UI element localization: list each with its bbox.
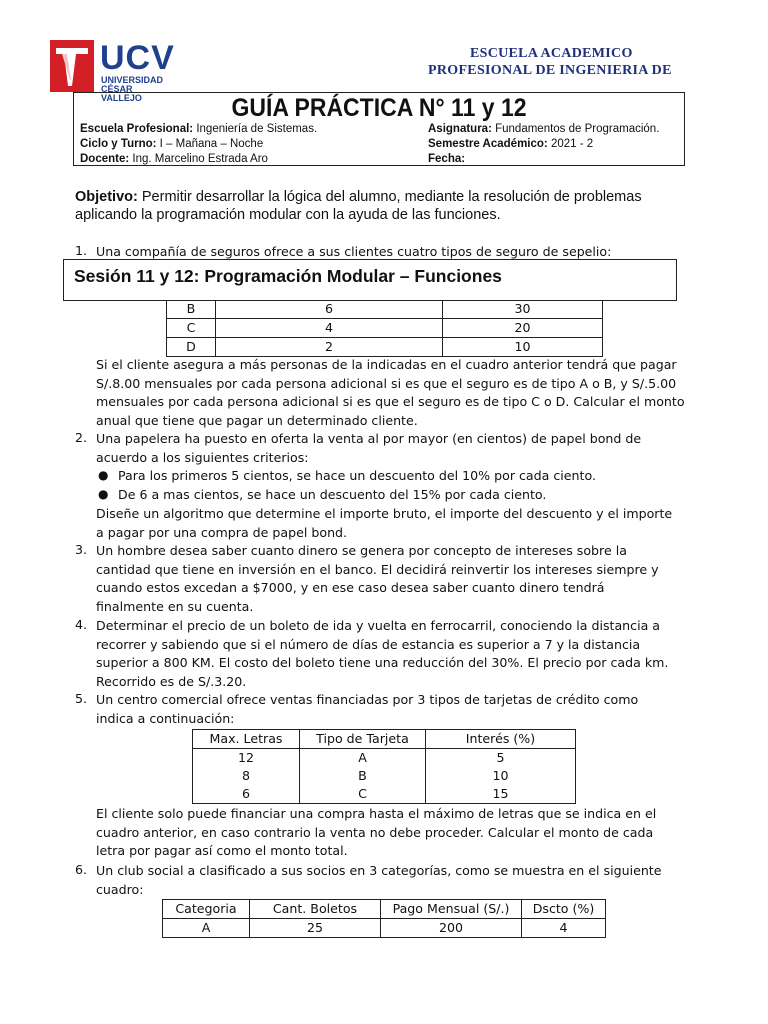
title-box [73, 92, 685, 166]
logo-wordmark: UCV [100, 39, 175, 77]
ucv-shield-icon [50, 40, 94, 92]
page-title: GUÍA PRÁCTICA N° 11 y 12 [231, 94, 527, 122]
table-row: A 25 200 4 [163, 919, 606, 938]
docente-field: Docente: Ing. Marcelino Estrada Aro [80, 153, 268, 165]
problem-3-number: 3. [75, 542, 88, 557]
problem-2-bullet-1: Para los primeros 5 cientos, se hace un descuento del 10% por cada ciento. [118, 468, 596, 483]
problem-4-number: 4. [75, 617, 88, 632]
table-row: 6 C 15 [193, 785, 576, 804]
problem-1-body: Si el cliente asegura a más personas de la indicadas en el cuadro anterior tendrá que pagar S/.8.00 mensuales por cada persona adicional si es que el seguro es de tipo A o B, y S/.5.00 mensuales por cada persona adicional si es que el seguro es de tipo C o D. Calcular el monto anual que tiene que pagar un determinado cliente. [96, 357, 685, 428]
table-header-row: Categoria Cant. Boletos Pago Mensual (S/.) Dscto (%) [163, 900, 606, 919]
asignatura-field: Asignatura: Fundamentos de Programación. [428, 123, 660, 135]
problem-6-number: 6. [75, 862, 88, 877]
bullet-icon: ● [98, 468, 109, 482]
problem-5-body: Un centro comercial ofrece ventas financiadas por 3 tipos de tarjetas de crédito como indica a continuación: [96, 692, 639, 726]
problem-2-number: 2. [75, 430, 88, 445]
session-title: Sesión 11 y 12: Programación Modular – Funciones [74, 266, 502, 286]
table-header-row: Max. Letras Tipo de Tarjeta Interés (%) [193, 730, 576, 749]
semestre-field: Semestre Académico: 2021 - 2 [428, 138, 594, 150]
table-row: D 2 10 [167, 338, 603, 357]
logo-subtitle: UNIVERSIDAD CÉSAR VALLEJO [101, 75, 164, 103]
problem-4-body: Determinar el precio de un boleto de ida y vuelta en ferrocarril, conociendo la distancia a recorrer y sabiendo que si el número de días de estancia es superior a 7 y la distancia superior a 800 KM. El costo del boleto tiene una reducción del 30%. El precio por cada km. Recorrido es de S/.3.20. [96, 618, 669, 689]
objective: Objetivo: Permitir desarrollar la lógica del alumno, mediante la resolución de problemas aplicando la programación modular con la ayuda de las funciones. [75, 189, 642, 223]
problem-6-body: Un club social a clasificado a sus socios en 3 categorías, como se muestra en el siguiente cuadro: [96, 863, 662, 897]
problem-5-table [192, 729, 576, 804]
problem-5-number: 5. [75, 691, 88, 706]
school-header-line2: PROFESIONAL DE INGENIERIA DE [428, 63, 672, 78]
problem-1-table [166, 299, 603, 357]
problem-2-body: Una papelera ha puesto en oferta la venta al por mayor (en cientos) de papel bond de acuerdo a los siguientes criterios: [96, 431, 642, 465]
bullet-icon: ● [98, 487, 109, 501]
problem-6-table [162, 899, 606, 938]
fecha-field: Fecha: [428, 153, 466, 165]
problem-2-bullet-2: De 6 a mas cientos, se hace un descuento del 15% por cada ciento. [118, 487, 547, 502]
escuela-field: Escuela Profesional: Ingeniería de Sistemas. [80, 123, 318, 135]
school-header-line1: ESCUELA ACADEMICO [470, 46, 633, 61]
problem-1-number: 1. [75, 243, 88, 258]
ucv-logo [50, 39, 175, 103]
ciclo-field: Ciclo y Turno: I – Mañana – Noche [80, 138, 264, 150]
problem-1-intro: Una compañía de seguros ofrece a sus clientes cuatro tipos de seguro de sepelio: [96, 244, 612, 259]
table-row: 8 B 10 [193, 767, 576, 785]
problem-3-body: Un hombre desea saber cuanto dinero se genera por concepto de intereses sobre la cantidad que tiene en inversión en el banco. El decidirá reinvertir los intereses siempre y cuando estos excedan a $7000, y en ese caso desea saber cuanto dinero tendrá finalmente en su cuenta. [96, 543, 659, 614]
table-row: B 6 30 [167, 300, 603, 319]
table-row: C 4 20 [167, 319, 603, 338]
table-row: 12 A 5 [193, 749, 576, 768]
problem-2-tail: Diseñe un algoritmo que determine el importe bruto, el importe del descuento y el importe a pagar por una compra de papel bond. [96, 506, 673, 540]
session-banner [63, 259, 677, 301]
problem-5-tail: El cliente solo puede financiar una compra hasta el máximo de letras que se indica en el cuadro anterior, en caso contrario la venta no debe proceder. Calcular el monto de cada letra por pagar así como el monto total. [96, 806, 657, 859]
